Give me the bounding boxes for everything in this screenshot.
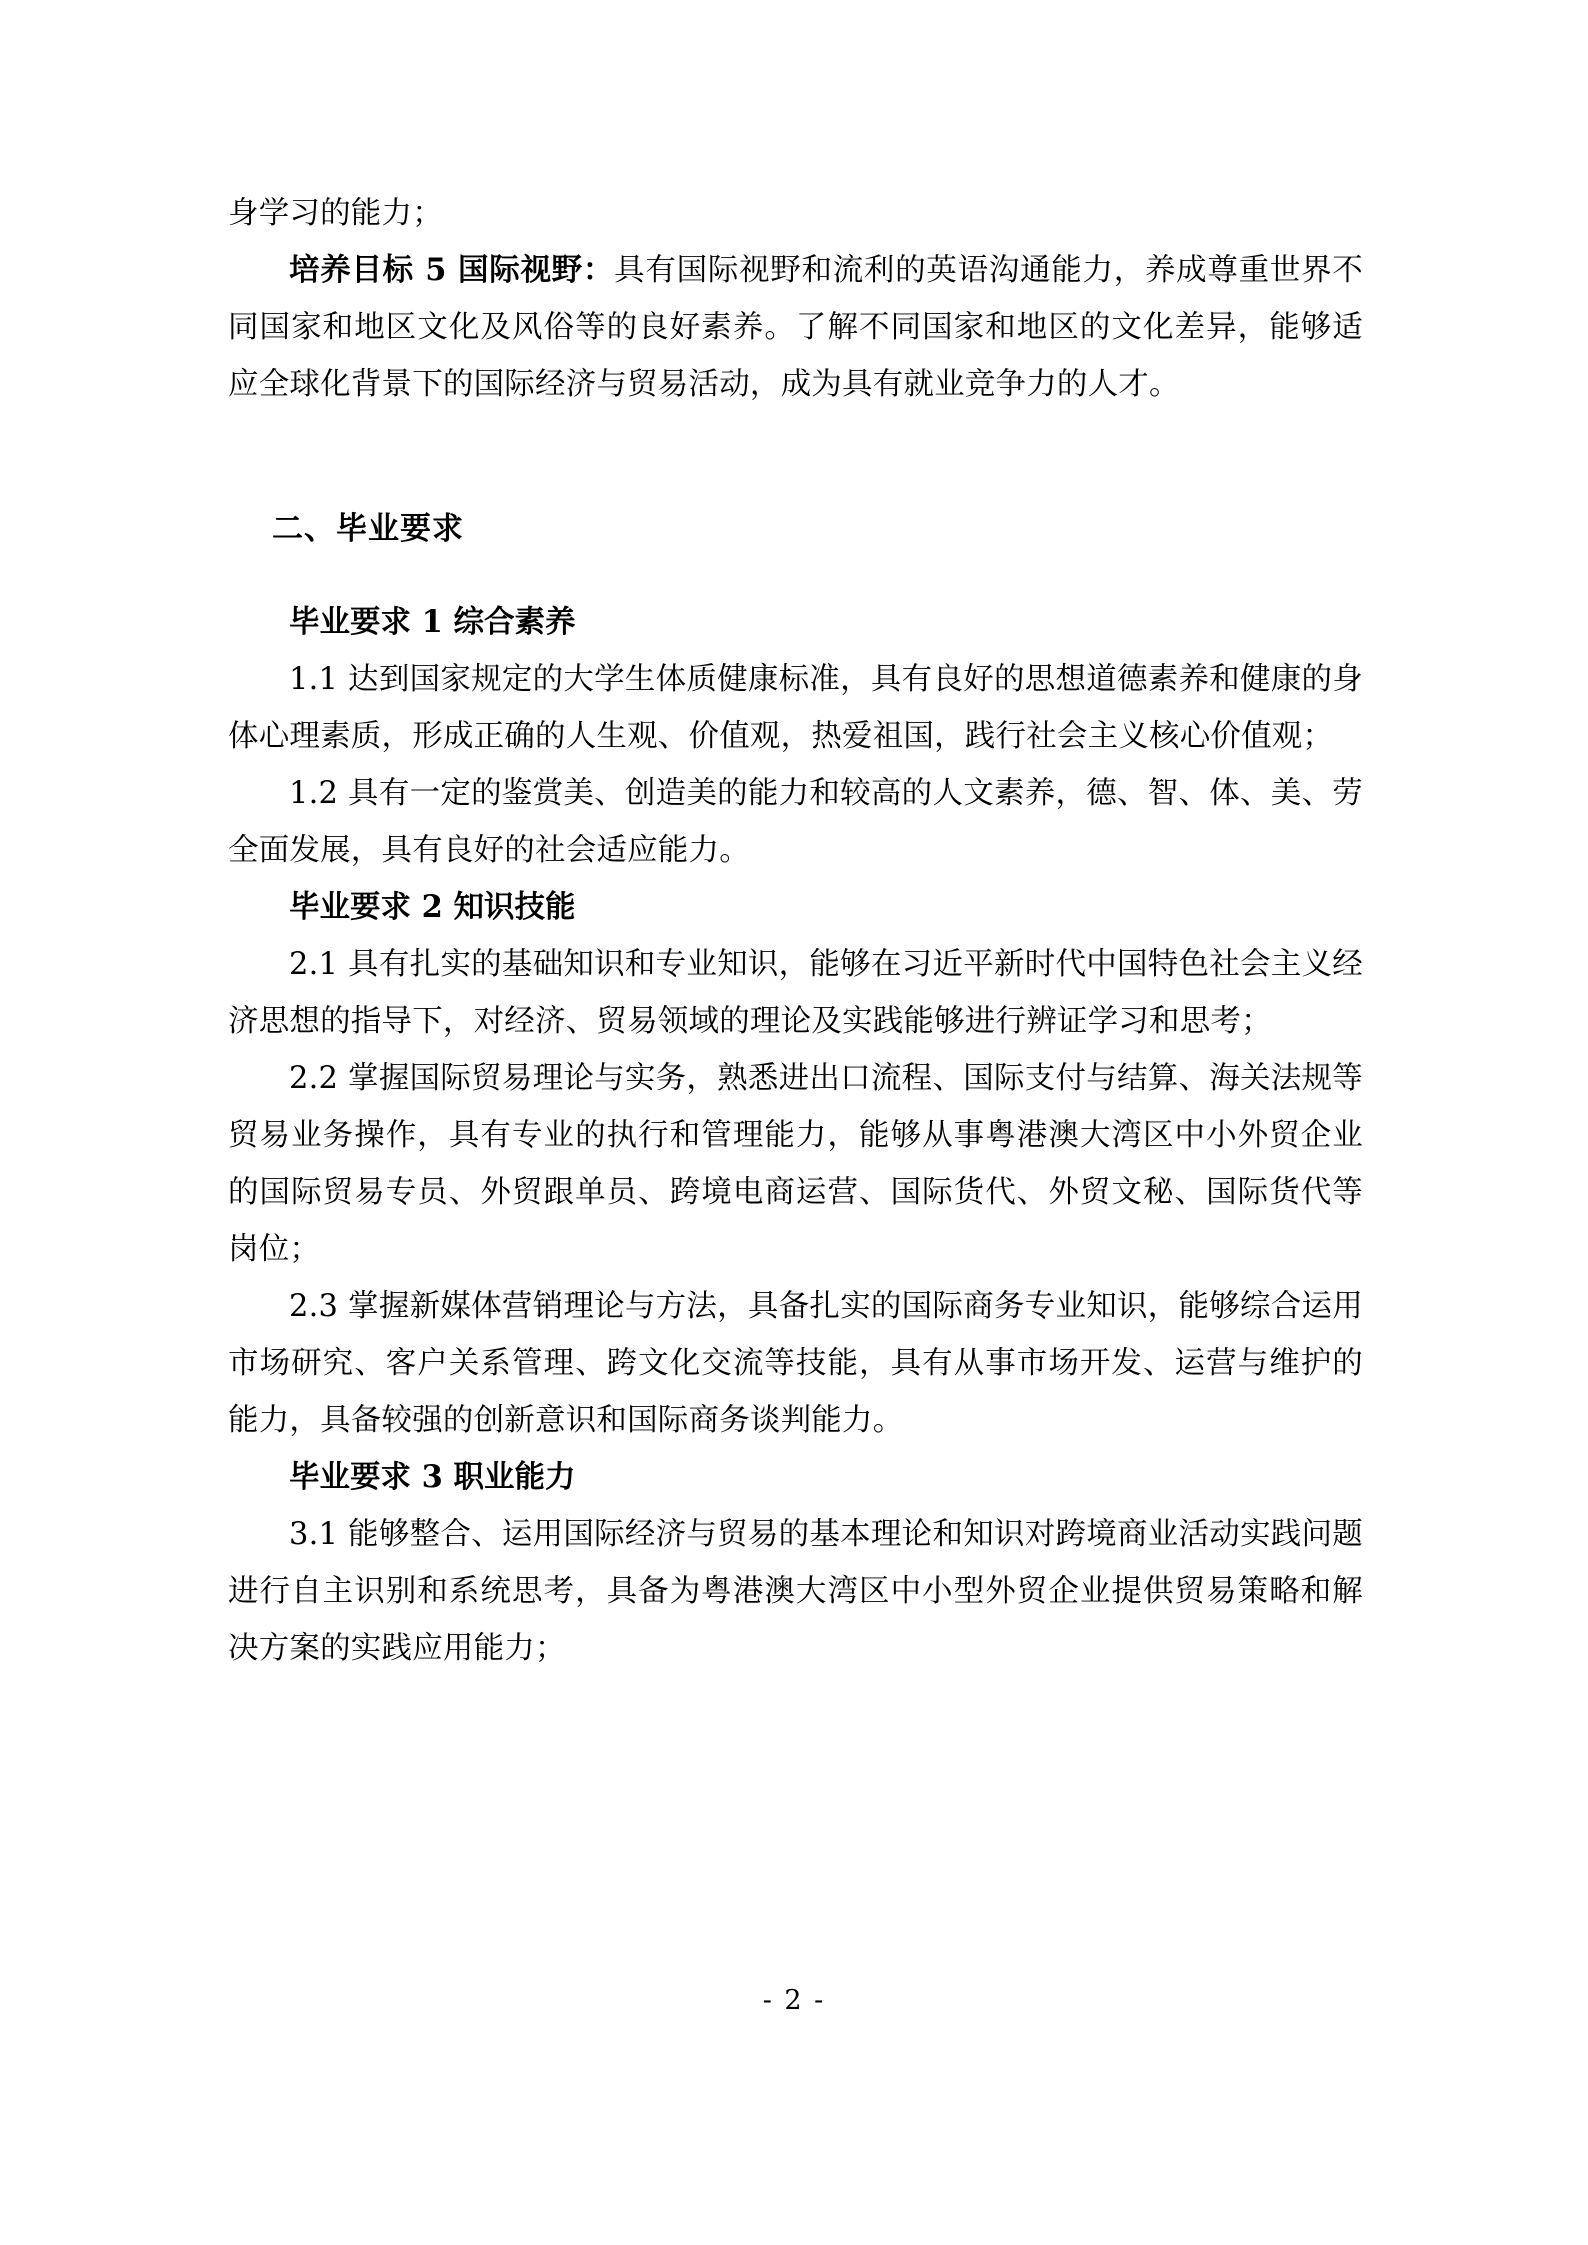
paragraph-1-1: 1.1 达到国家规定的大学生体质健康标准，具有良好的思想道德素养和健康的身体心理素质，形成正确的人生观、价值观，热爱祖国，践行社会主义核心价值观； — [228, 662, 1363, 754]
paragraph-2-1: 2.1 具有扎实的基础知识和专业知识，能够在习近平新时代中国特色社会主义经济思想的指导下，对经济、贸易领域的理论及实践能够进行辨证学习和思考； — [228, 947, 1363, 1039]
document-body — [228, 185, 1363, 1677]
section-heading-graduation-requirements: 二、毕业要求 — [272, 511, 464, 547]
training-goal-5-text: 具有国际视野和流利的英语沟通能力，养成尊重世界不同国家和地区文化及风俗等的良好素养。了解不同国家和地区的文化差异，能够适应全球化背景下的国际经济与贸易活动，成为具有就业竞争力的人才。 — [228, 253, 1363, 402]
paragraph-1-2: 1.2 具有一定的鉴赏美、创造美的能力和较高的人文素养，德、智、体、美、劳全面发展，具有良好的社会适应能力。 — [228, 776, 1363, 868]
paragraph-training-goal-5 — [228, 242, 1363, 413]
paragraph-2-3: 2.3 掌握新媒体营销理论与方法，具备扎实的国际商务专业知识，能够综合运用市场研究、客户关系管理、跨文化交流等技能，具有从事市场开发、运营与维护的能力，具备较强的创新意识和国际商务谈判能力。 — [228, 1289, 1363, 1438]
spacer-before-section — [228, 413, 1363, 501]
paragraph-3-1: 3.1 能够整合、运用国际经济与贸易的基本理论和知识对跨境商业活动实践问题进行自主识别和系统思考，具备为粤港澳大湾区中小型外贸企业提供贸易策略和解决方案的实践应用能力； — [228, 1517, 1363, 1666]
paragraph-continuation: 身学习的能力； — [228, 196, 443, 231]
training-goal-5-label: 培养目标 5 国际视野： — [289, 252, 615, 288]
sub-heading-requirement-2: 毕业要求 2 知识技能 — [289, 889, 576, 925]
sub-heading-requirement-1: 毕业要求 1 综合素养 — [289, 604, 576, 640]
paragraph-2-2: 2.2 掌握国际贸易理论与实务，熟悉进出口流程、国际支付与结算、海关法规等贸易业务操作，具有专业的执行和管理能力，能够从事粤港澳大湾区中小外贸企业的国际贸易专员、外贸跟单员、跨境电商运营、国际货代、外贸文秘、国际货代等岗位； — [228, 1061, 1363, 1267]
sub-heading-requirement-3: 毕业要求 3 职业能力 — [289, 1459, 576, 1495]
spacer-after-section — [228, 558, 1363, 594]
page-number: - 2 - — [762, 1985, 826, 2016]
